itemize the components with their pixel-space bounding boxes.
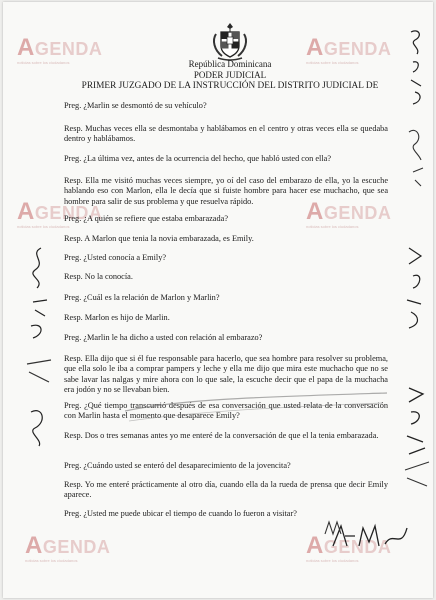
answer-paragraph: Resp. Dos o tres semanas antes yo me enteré de la conversación de que el la tenia embarazada. — [64, 431, 379, 440]
question-paragraph: Preg. ¿Cuál es la relación de Marlon y Marlin? — [64, 293, 220, 302]
watermark-logo — [306, 532, 392, 563]
question-paragraph: Preg. ¿La última vez, antes de la ocurrencia del hecho, que habló usted con ella? — [64, 154, 331, 163]
signature-marks — [329, 520, 409, 554]
answer-paragraph: Resp. Yo me enteré prácticamente al otro día, cuando ella da la rueda de prensa que decir Emily aparece. — [64, 480, 388, 500]
watermark-tagline: noticias sobre los ciudadanos — [306, 558, 359, 563]
header-country: República Dominicana — [188, 59, 272, 69]
watermark-word: AGENDA — [306, 34, 392, 61]
initials-mark — [323, 518, 347, 538]
watermark-word: AGENDA — [306, 532, 392, 559]
watermark-tagline: noticias sobre los ciudadanos — [17, 224, 70, 229]
question-paragraph: Preg. ¿Marlin se desmontó de su vehículo? — [64, 101, 207, 110]
watermark-word: AGENDA — [306, 198, 392, 225]
header-court: PRIMER JUZGADO DE LA INSTRUCCIÓN DEL DISTRITO JUDICIAL DE — [81, 81, 379, 91]
watermark-logo — [25, 532, 111, 563]
answer-paragraph: Resp. Muchas veces ella se desmontaba y hablábamos en el centro y otras veces ella se quedaba dentro y hablábamos. — [64, 124, 388, 144]
question-paragraph: Preg. ¿Cuándo usted se enteró del desaparecimiento de la jovencita? — [64, 461, 291, 470]
header-institution: PODER JUDICIAL — [193, 70, 267, 80]
watermark-word: AGENDA — [25, 532, 111, 559]
handwritten-margin-note — [399, 242, 431, 332]
answer-paragraph: Resp. Ella dijo que si él fue responsable para hacerlo, que sea hombre para resolver su problema, que ella solo le iba a comprar pampers y leche y ella me dijo que mira este muchacho que no se sabe lavar las nalgas y mire ahora con lo que sale, la escuche decir que el papa de la muchacha era jodón y no se llevaban bien. — [64, 354, 388, 395]
coat-of-arms-icon — [210, 20, 250, 62]
question-paragraph: Preg. ¿Marlin le ha dicho a usted con relación al embarazo? — [64, 333, 263, 342]
answer-paragraph: Resp. Ella me visitó muchas veces siempre, yo oí del caso del embarazo de ella, yo la escuche hablando eso con Marlon, ella le decía que si fuiste hombre para hacer ese muchacho, que sea hombre para salir de sus problema y que resuelva rápido. — [64, 176, 388, 206]
watermark-tagline: noticias sobre los ciudadanos — [25, 558, 78, 563]
handwritten-margin-note — [399, 382, 433, 492]
watermark-word: AGENDA — [17, 34, 103, 61]
answer-paragraph: Resp. Marlon es hijo de Marlin. — [64, 313, 170, 322]
document-page — [3, 2, 433, 598]
question-paragraph: Preg. ¿Qué tiempo transcurrió después de esa conversación que usted relata de la conversación con Marlin hasta el momento que desaparece Emily? — [64, 401, 388, 421]
watermark-word: AGENDA — [17, 198, 103, 225]
question-paragraph: Preg. ¿Usted conocía a Emily? — [64, 253, 167, 262]
watermark-tagline: noticias sobre los ciudadanos — [17, 60, 70, 65]
handwritten-margin-note — [21, 242, 57, 452]
watermark-tagline: noticias sobre los ciudadanos — [306, 60, 359, 65]
answer-paragraph: Resp. No la conocía. — [64, 272, 133, 281]
watermark-tagline: noticias sobre los ciudadanos — [306, 224, 359, 229]
handwritten-margin-note — [401, 22, 431, 192]
answer-paragraph: Resp. A Marlon que tenia la novia embarazada, es Emily. — [64, 234, 254, 243]
question-paragraph: Preg. ¿A quién se refiere que estaba embarazada? — [64, 214, 229, 223]
question-paragraph: Preg. ¿Usted me puede ubicar el tiempo de cuando lo fueron a visitar? — [64, 509, 297, 518]
